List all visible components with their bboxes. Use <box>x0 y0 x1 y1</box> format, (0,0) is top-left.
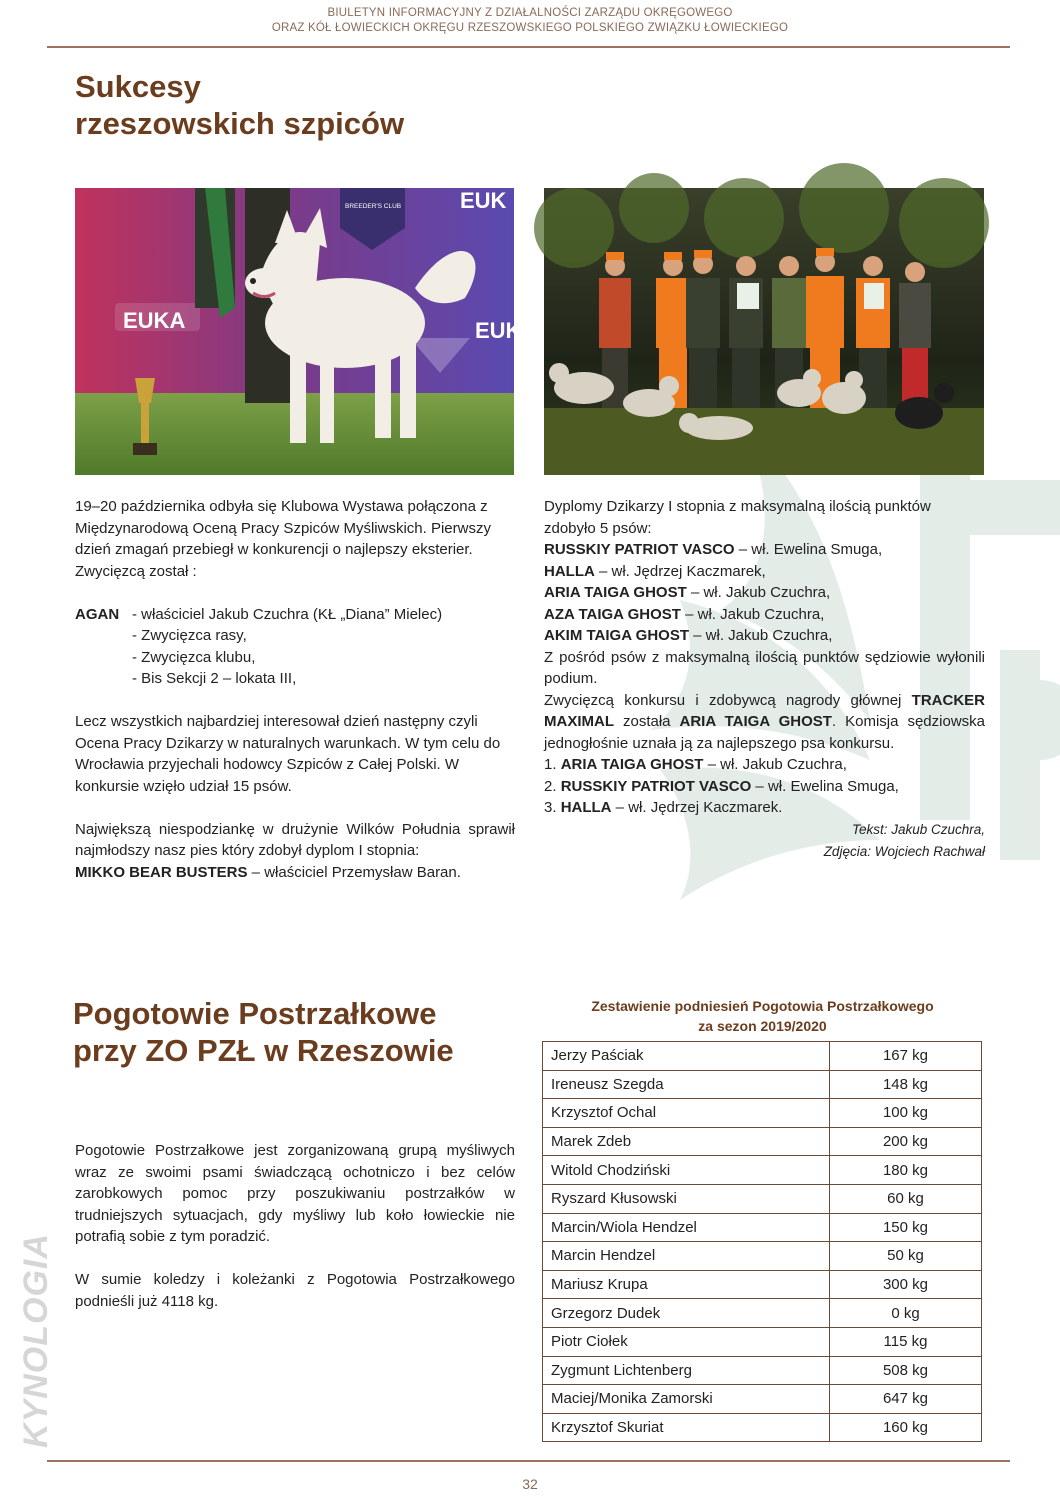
breeders-club-badge: BREEDER'S CLUB <box>345 203 402 210</box>
dog-entry: AZA TAIGA GHOST – wł. Jakub Czuchra, <box>544 605 825 623</box>
dog-entry: AKIM TAIGA GHOST – wł. Jakub Czuchra, <box>544 627 833 644</box>
agan-entry <box>75 604 515 626</box>
table-title: Zestawienie podniesień Pogotowia Postrzałkowego za sezon 2019/2020 <box>591 998 934 1034</box>
podium-entry: 1. ARIA TAIGA GHOST – wł. Jakub Czuchra, <box>544 756 847 773</box>
table-row <box>543 1070 982 1099</box>
hunter-name-cell: Ireneusz Szegda <box>543 1070 830 1099</box>
photo-dog-show <box>75 188 522 475</box>
weight-cell: 0 kg <box>830 1299 982 1328</box>
table-row <box>543 1213 982 1242</box>
recovery-table <box>542 1041 982 1442</box>
tracking-paragraph-1: Pogotowie Postrzałkowe jest zorganizowaną grupą myśliwych wraz ze swoimi psami świadczącą ochotniczo i bez celów zarobkowych pomoc przy poszukiwaniu postrzałków w trudniejszych sytuacjach, gdy myśliwy lub koło łowieckie nie potrafią sobie z tym poradzić. <box>75 1142 515 1245</box>
table-row <box>543 1299 982 1328</box>
dog-entry: ARIA TAIGA GHOST – wł. Jakub Czuchra, <box>544 584 831 601</box>
weight-cell: 647 kg <box>830 1385 982 1414</box>
table-row <box>543 1413 982 1442</box>
dog-entry: HALLA – wł. Jędrzej Kaczmarek, <box>544 562 766 580</box>
hunter-name-cell: Zygmunt Lichtenberg <box>543 1356 830 1385</box>
mikko-owner: – właściciel Przemysław Baran. <box>247 863 461 881</box>
weight-cell: 167 kg <box>830 1042 982 1071</box>
dog-entry: RUSSKIY PATRIOT VASCO – wł. Ewelina Smuga, <box>544 541 883 558</box>
weight-cell: 148 kg <box>830 1070 982 1099</box>
running-header <box>0 6 1060 36</box>
banner-text-top: EUK <box>460 188 507 213</box>
weight-cell: 100 kg <box>830 1099 982 1128</box>
table-row <box>543 1270 982 1299</box>
weight-cell: 200 kg <box>830 1127 982 1156</box>
agan-name: AGAN <box>75 605 120 623</box>
agan-title: - Bis Sekcji 2 – lokata III, <box>132 670 297 687</box>
hunter-name-cell: Maciej/Monika Zamorski <box>543 1385 830 1414</box>
table-row <box>543 1156 982 1185</box>
table-row <box>543 1356 982 1385</box>
weight-cell: 160 kg <box>830 1413 982 1442</box>
banner-text-right: EUK <box>475 318 522 343</box>
agan-owner: - właściciel Jakub Czuchra (KŁ „Diana” Mielec) <box>132 605 443 623</box>
hunter-name-cell: Marcin Hendzel <box>543 1242 830 1271</box>
hunter-name-cell: Marcin/Wiola Hendzel <box>543 1213 830 1242</box>
hunter-name-cell: Mariusz Krupa <box>543 1270 830 1299</box>
weight-cell: 60 kg <box>830 1184 982 1213</box>
hunter-name-cell: Marek Zdeb <box>543 1127 830 1156</box>
winner-paragraph: Zwycięzcą konkursu i zdobywcą nagrody głównej TRACKER MAXIMAL została ARIA TAIGA GHOST. Komisja sędziowska jednogłośnie uznała ją za najlepszego psa konkursu. <box>544 691 985 752</box>
podium-entry: 2. RUSSKIY PATRIOT VASCO – wł. Ewelina Smuga, <box>544 777 899 795</box>
weight-cell: 180 kg <box>830 1156 982 1185</box>
photo-group-forest <box>544 188 984 475</box>
header-line-1: BIULETYN INFORMACYJNY Z DZIAŁALNOŚCI ZARZĄDU OKRĘGOWEGO <box>327 7 733 19</box>
hunter-name-cell: Jerzy Paściak <box>543 1042 830 1071</box>
page-number: 32 <box>522 1476 538 1492</box>
table-row <box>543 1042 982 1071</box>
table-row <box>543 1327 982 1356</box>
hunter-name-cell: Witold Chodziński <box>543 1156 830 1185</box>
agan-title: - Zwycięzca klubu, <box>132 648 256 666</box>
winner-name: ARIA TAIGA GHOST <box>679 713 832 730</box>
second-paragraph: Lecz wszystkich najbardziej interesował dzień następny czyli Ocena Pracy Dzikarzy w naturalnych warunkach. W tym celu do Wrocławia przyjechali hodowcy Szpiców z Całej Polski. W konkursie wzięło udział 15 psów. <box>75 713 501 795</box>
hunter-name-cell: Piotr Ciołek <box>543 1327 830 1356</box>
article-title-spitz: Sukcesy rzeszowskich szpiców <box>75 69 405 141</box>
weight-cell: 300 kg <box>830 1270 982 1299</box>
weight-cell: 508 kg <box>830 1356 982 1385</box>
prize-name: TRACKER MAXIMAL <box>544 691 985 730</box>
weight-cell: 115 kg <box>830 1327 982 1356</box>
header-line-2: ORAZ KÓŁ ŁOWIECKICH OKRĘGU RZESZOWSKIEGO POLSKIEGO ZWIĄZKU ŁOWIECKIEGO <box>271 22 789 34</box>
intro-paragraph: 19–20 października odbyła się Klubowa Wystawa połączona z Międzynarodową Oceną Pracy Szpiców Myśliwskich. Pierwszy dzień zmagań przebiegł w konkurencji o najlepszy eksterier. Zwycięzcą został : <box>75 498 491 580</box>
mikko-line <box>75 862 515 884</box>
table-row <box>543 1099 982 1128</box>
diplomas-intro: Dyplomy Dzikarzy I stopnia z maksymalną ilością punktów zdobyło 5 psów: <box>544 498 931 537</box>
mikko-name: MIKKO BEAR BUSTERS <box>75 863 248 881</box>
weight-cell: 50 kg <box>830 1242 982 1271</box>
article-title-tracking: Pogotowie Postrzałkowe przy ZO PZŁ w Rzeszowie <box>73 996 454 1068</box>
banner-text-left: EUKA <box>123 308 186 333</box>
hunter-name-cell: Krzysztof Skuriat <box>543 1413 830 1442</box>
credit-text: Tekst: Jakub Czuchra, <box>851 821 985 837</box>
table-row <box>543 1127 982 1156</box>
credit-photo: Zdjęcia: Wojciech Rachwał <box>823 843 985 859</box>
podium-entry: 3. HALLA – wł. Jędrzej Kaczmarek. <box>544 799 783 816</box>
header-rule <box>47 46 1010 48</box>
weight-cell: 150 kg <box>830 1213 982 1242</box>
table-row <box>543 1184 982 1213</box>
agan-title: - Zwycięzca rasy, <box>132 627 247 644</box>
table-row <box>543 1385 982 1414</box>
podium-intro: Z pośród psów z maksymalną ilością punktów sędziowie wyłonili podium. <box>544 648 985 687</box>
table-row <box>543 1242 982 1271</box>
article1-right-column <box>544 496 985 863</box>
article1-left-column <box>75 496 515 883</box>
hunter-name-cell: Ryszard Kłusowski <box>543 1184 830 1213</box>
hunter-name-cell: Grzegorz Dudek <box>543 1299 830 1328</box>
svg-text:KYNOLOGIA: KYNOLOGIA <box>17 1233 55 1448</box>
article2-text <box>75 1140 515 1312</box>
tracking-paragraph-2: W sumie koledzy i koleżanki z Pogotowia Postrzałkowego podnieśli już 4118 kg. <box>75 1271 515 1310</box>
third-paragraph: Największą niespodziankę w drużynie Wilków Południa sprawił najmłodszy nasz pies który zdobył dyplom I stopnia: <box>75 820 515 859</box>
footer-rule <box>47 1460 1010 1462</box>
hunter-name-cell: Krzysztof Ochal <box>543 1099 830 1128</box>
section-label-kynologia <box>14 1210 54 1450</box>
